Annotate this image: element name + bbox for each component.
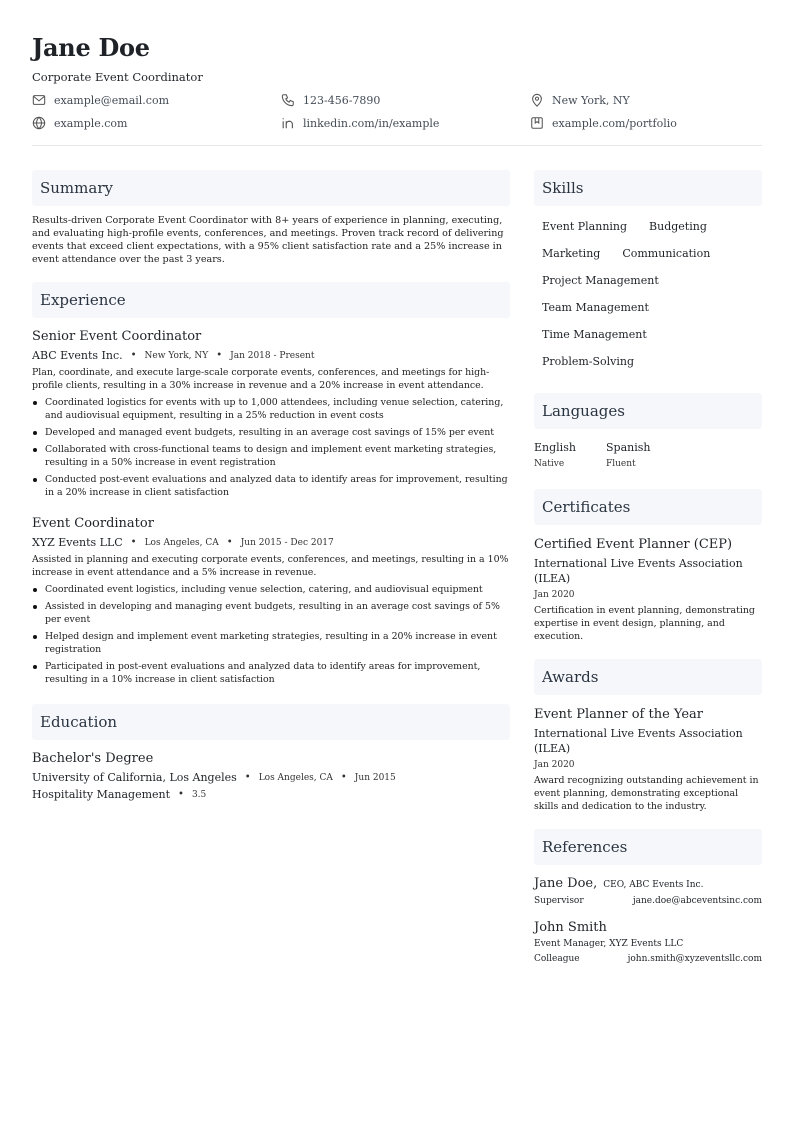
reference-name: Jane Doe, xyxy=(534,876,598,891)
location-text: New York, NY xyxy=(552,93,630,107)
linkedin-icon xyxy=(281,116,295,130)
separator-dot: • xyxy=(216,350,223,361)
candidate-name: Jane Doe xyxy=(32,33,150,62)
bullet-item: Collaborated with cross-functional teams to design and implement event marketing strategies, resulting in a 50% increase in event registration xyxy=(32,443,510,469)
languages-heading: Languages xyxy=(534,393,762,429)
separator-dot: • xyxy=(340,772,347,783)
education-school: University of California, Los Angeles xyxy=(32,771,237,784)
portfolio-icon xyxy=(530,116,544,130)
separator-dot: • xyxy=(244,772,251,783)
job-bullets xyxy=(32,583,510,686)
bullet-item: Assisted in developing and managing event budgets, resulting in an average cost savings of 5% per event xyxy=(32,600,510,626)
languages-list xyxy=(534,441,762,469)
phone-text: 123-456-7890 xyxy=(303,93,381,107)
education-heading: Education xyxy=(32,704,510,740)
job-title: Event Coordinator xyxy=(32,516,154,531)
skills-heading: Skills xyxy=(534,170,762,206)
candidate-role: Corporate Event Coordinator xyxy=(32,70,203,84)
language-name: Spanish xyxy=(606,441,651,454)
skill-tag: Marketing xyxy=(542,247,601,260)
reference-email[interactable]: john.smith@xyzeventsllc.com xyxy=(627,954,762,964)
job-dates: Jan 2018 - Present xyxy=(230,350,315,361)
reference-relation: Colleague xyxy=(534,954,580,964)
portfolio-text: example.com/portfolio xyxy=(552,116,677,130)
education-location: Los Angeles, CA xyxy=(258,772,333,783)
right-column xyxy=(534,170,762,964)
bullet-item: Developed and managed event budgets, resulting in an average cost savings of 15% per event xyxy=(32,426,510,439)
email-text: example@email.com xyxy=(54,93,170,107)
contact-portfolio[interactable] xyxy=(530,115,762,131)
award-org: International Live Events Association (ILEA) xyxy=(534,727,743,755)
bullet-item: Conducted post-event evaluations and analyzed data to identify areas for improvement, resulting in a 20% increase in client satisfaction xyxy=(32,473,510,499)
reference-relation: Supervisor xyxy=(534,896,584,906)
award-description: Award recognizing outstanding achievement in event planning, demonstrating exceptional skills and dedication to the industry. xyxy=(534,775,759,812)
job-dates: Jun 2015 - Dec 2017 xyxy=(240,537,334,548)
phone-icon xyxy=(281,93,295,107)
award-title: Event Planner of the Year xyxy=(534,707,703,722)
job-company: ABC Events Inc. xyxy=(32,349,123,362)
separator-dot: • xyxy=(226,537,233,548)
website-text: example.com xyxy=(54,116,128,130)
education-degree: Bachelor's Degree xyxy=(32,751,154,766)
skill-tag: Time Management xyxy=(542,328,647,341)
skill-tag: Team Management xyxy=(542,301,649,314)
reference-role: Event Manager, XYZ Events LLC xyxy=(534,939,684,949)
language-level: Native xyxy=(534,459,565,469)
job-title: Senior Event Coordinator xyxy=(32,329,202,344)
separator-dot: • xyxy=(130,537,137,548)
mail-icon xyxy=(32,93,46,107)
reference-item xyxy=(534,920,762,964)
education-field: Hospitality Management xyxy=(32,788,171,801)
separator-dot: • xyxy=(130,350,137,361)
award-date: Jan 2020 xyxy=(534,760,575,770)
job-company: XYZ Events LLC xyxy=(32,536,123,549)
job-location: New York, NY xyxy=(144,350,209,361)
certificate-title: Certified Event Planner (CEP) xyxy=(534,537,733,552)
language-level: Fluent xyxy=(606,459,636,469)
header-divider xyxy=(32,145,762,146)
separator-dot: • xyxy=(178,789,184,800)
certificate-org: International Live Events Association (ILEA) xyxy=(534,557,743,585)
education-gpa: 3.5 xyxy=(191,789,207,800)
contact-phone[interactable] xyxy=(281,92,530,108)
bullet-item: Coordinated logistics for events with up to 1,000 attendees, including venue selection, catering, and audiovisual equipment, resulting in a 25% reduction in event costs xyxy=(32,396,510,422)
reference-role: CEO, ABC Events Inc. xyxy=(603,880,704,890)
job-entry xyxy=(32,328,510,499)
bullet-item: Participated in post-event evaluations and analyzed data to identify areas for improvement, resulting in a 10% increase in client satisfaction xyxy=(32,660,510,686)
job-entry xyxy=(32,515,510,686)
skills-list xyxy=(534,213,762,375)
skill-tag: Project Management xyxy=(542,274,659,287)
skill-tag: Communication xyxy=(622,247,711,260)
job-description: Plan, coordinate, and execute large-scale corporate events, conferences, and meetings for high-profile clients, resulting in a 30% increase in revenue and a 20% increase in event attendance. xyxy=(32,367,490,391)
job-location: Los Angeles, CA xyxy=(144,537,219,548)
resume-page xyxy=(32,32,762,964)
language-item xyxy=(606,441,678,469)
summary-heading: Summary xyxy=(32,170,510,206)
education-field-row xyxy=(32,788,510,801)
contact-linkedin[interactable] xyxy=(281,115,530,131)
contact-info xyxy=(32,92,762,131)
bullet-item: Coordinated event logistics, including venue selection, catering, and audiovisual equipment xyxy=(32,583,510,596)
skill-tag: Problem-Solving xyxy=(542,355,635,368)
job-bullets xyxy=(32,396,510,499)
contact-location xyxy=(530,92,762,108)
contact-email[interactable] xyxy=(32,92,281,108)
linkedin-text: linkedin.com/in/example xyxy=(303,116,440,130)
map-pin-icon xyxy=(530,93,544,107)
job-meta xyxy=(32,349,510,362)
awards-heading: Awards xyxy=(534,659,762,695)
education-meta xyxy=(32,771,510,784)
certificate-description: Certification in event planning, demonstrating expertise in event design, planning, and execution. xyxy=(534,605,755,642)
globe-icon xyxy=(32,116,46,130)
language-name: English xyxy=(534,441,576,454)
job-description: Assisted in planning and executing corporate events, conferences, and meetings, resulting in a 10% increase in event attendance and a 5% increase in revenue. xyxy=(32,554,509,578)
certificate-date: Jan 2020 xyxy=(534,590,575,600)
reference-item xyxy=(534,876,762,906)
language-item xyxy=(534,441,606,469)
certificates-heading: Certificates xyxy=(534,489,762,525)
skill-tag: Event Planning xyxy=(542,220,628,233)
reference-name: John Smith xyxy=(534,920,607,935)
job-meta xyxy=(32,536,510,549)
contact-website[interactable] xyxy=(32,115,281,131)
left-column xyxy=(32,170,510,801)
summary-text: Results-driven Corporate Event Coordinator with 8+ years of experience in planning, executing, and evaluating high-profile events, conferences, and meetings. Proven track record of delivering events that exceed client expectations, with a 95% client satisfaction rate and a 25% increase in event attendance over the past 3 years. xyxy=(32,215,504,265)
references-heading: References xyxy=(534,829,762,865)
reference-email[interactable]: jane.doe@abceventsinc.com xyxy=(632,896,762,906)
skill-tag: Budgeting xyxy=(649,220,707,233)
education-date: Jun 2015 xyxy=(354,772,396,783)
experience-heading: Experience xyxy=(32,282,510,318)
bullet-item: Helped design and implement event marketing strategies, resulting in a 20% increase in event registration xyxy=(32,630,510,656)
